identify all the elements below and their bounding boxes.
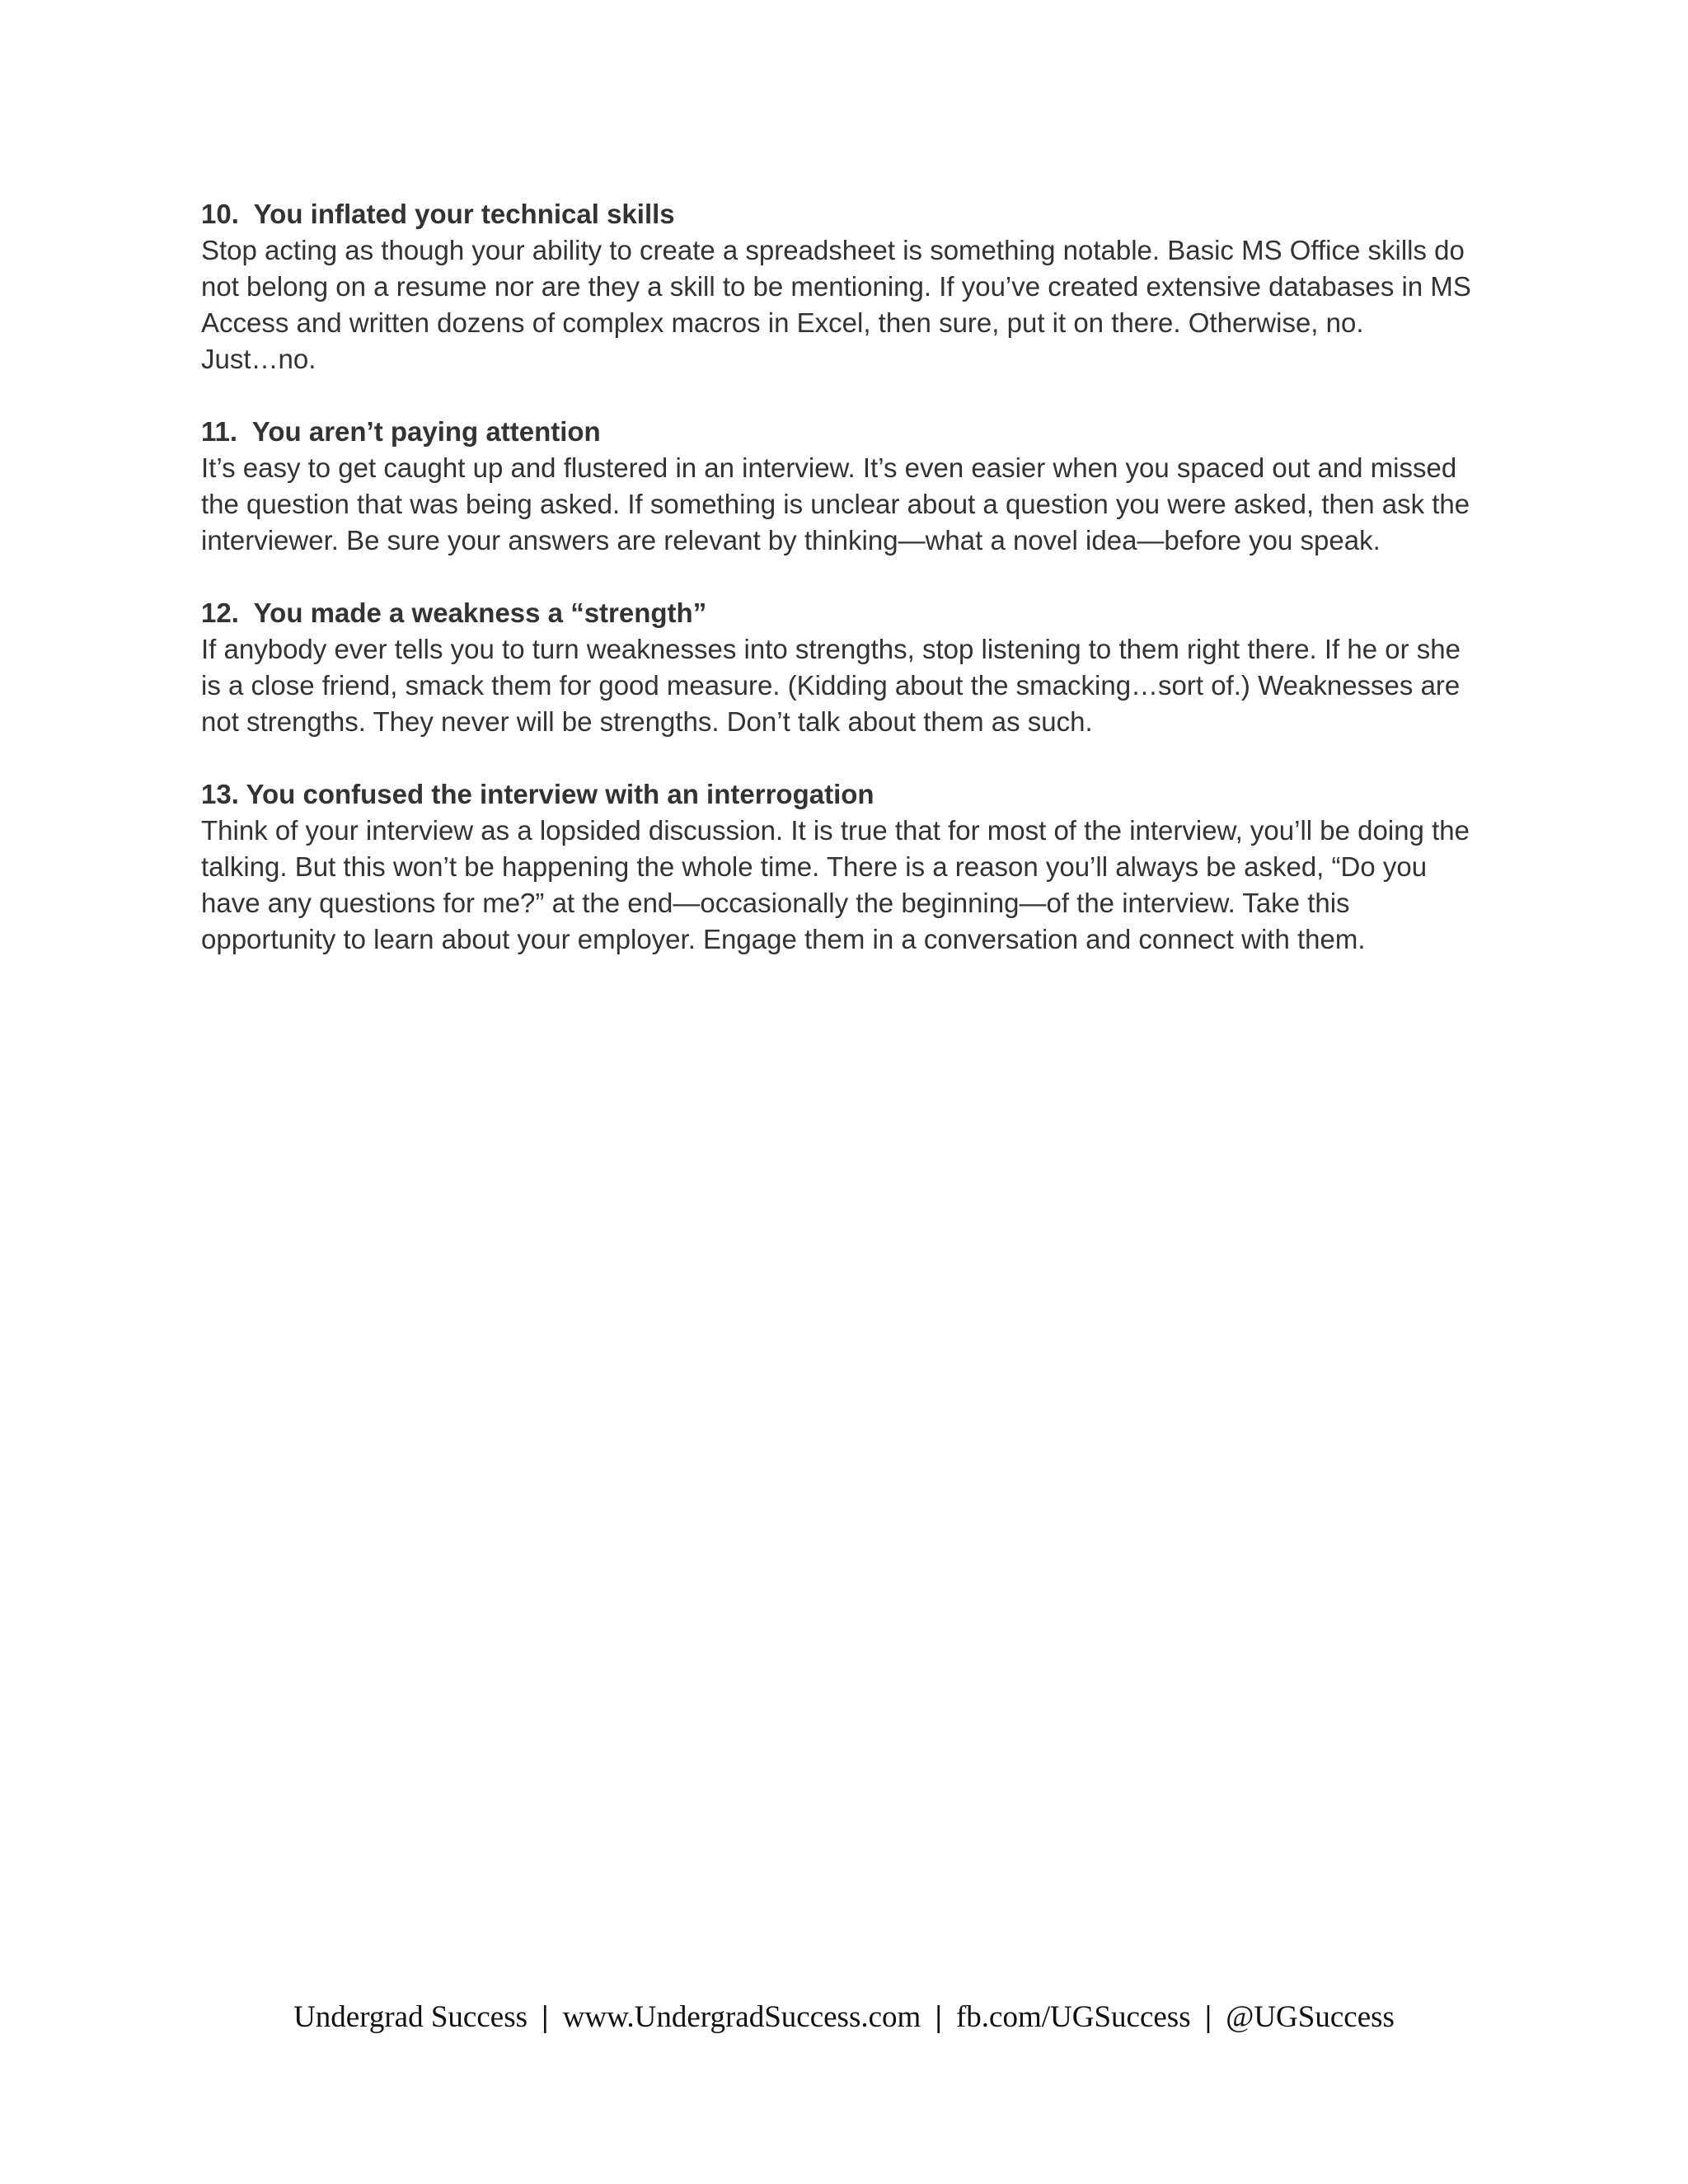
section-12	[201, 595, 1503, 740]
section-heading: 13. You confused the interview with an interrogation	[201, 779, 874, 809]
footer-separator: |	[542, 2000, 549, 2034]
section-heading: 12. You made a weakness a “strength”	[201, 598, 707, 628]
footer-brand: Undergrad Success	[293, 2000, 528, 2034]
body-line: talking. But this won’t be happening the whole time. There is a reason you’ll always be asked, “Do you	[201, 851, 1428, 882]
body-line: interviewer. Be sure your answers are relevant by thinking—what a novel idea—before you speak.	[201, 525, 1381, 555]
body-line: opportunity to learn about your employer. Engage them in a conversation and connect with them.	[201, 924, 1366, 954]
body-line: It’s easy to get caught up and flustered in an interview. It’s even easier when you spaced out and missed	[201, 452, 1457, 483]
footer-facebook-link[interactable]: fb.com/UGSuccess	[955, 2000, 1191, 2034]
body-line: If anybody ever tells you to turn weaknesses into strengths, stop listening to them right there. If he or she	[201, 634, 1461, 664]
section-body	[201, 450, 1503, 559]
body-line: not belong on a resume nor are they a skill to be mentioning. If you’ve created extensive databases in MS	[201, 271, 1471, 302]
body-line: Just…no.	[201, 344, 316, 374]
body-line: have any questions for me?” at the end—occasionally the beginning—of the interview. Take this	[201, 888, 1350, 918]
section-body	[201, 631, 1503, 740]
body-line: Think of your interview as a lopsided discussion. It is true that for most of the interview, you’ll be doing the	[201, 815, 1470, 846]
section-11	[201, 414, 1503, 559]
document-content	[201, 196, 1503, 994]
page-footer	[0, 1998, 1688, 2037]
body-line: Stop acting as though your ability to create a spreadsheet is something notable. Basic MS Office skills do	[201, 235, 1465, 265]
section-13	[201, 776, 1503, 958]
footer-twitter-handle[interactable]: @UGSuccess	[1226, 2000, 1395, 2034]
section-heading: 10. You inflated your technical skills	[201, 199, 675, 229]
section-body	[201, 232, 1503, 377]
body-line: is a close friend, smack them for good measure. (Kidding about the smacking…sort of.) Weaknesses are	[201, 670, 1461, 701]
section-body	[201, 813, 1503, 958]
body-line: not strengths. They never will be strengths. Don’t talk about them as such.	[201, 706, 1093, 737]
body-line: the question that was being asked. If something is unclear about a question you were asked, then ask the	[201, 489, 1470, 519]
section-10	[201, 196, 1503, 377]
section-heading: 11. You aren’t paying attention	[201, 416, 601, 447]
footer-separator: |	[935, 2000, 942, 2034]
body-line: Access and written dozens of complex macros in Excel, then sure, put it on there. Otherwise, no.	[201, 307, 1364, 338]
footer-website-link[interactable]: www.UndergradSuccess.com	[562, 2000, 921, 2034]
footer-separator: |	[1204, 2000, 1212, 2034]
